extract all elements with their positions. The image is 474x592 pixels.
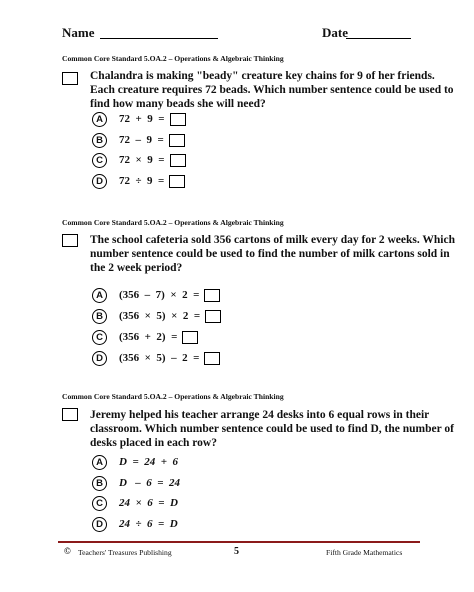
choice-expression: 24 ÷ 6 = D <box>119 518 178 530</box>
choice-expression: 72 + 9 = <box>119 113 165 125</box>
choice-letter: B <box>92 133 107 148</box>
choice-letter: C <box>92 153 107 168</box>
answer-box[interactable] <box>169 175 185 188</box>
q1-choice-d[interactable] <box>92 172 185 190</box>
choice-expression: D = 24 + 6 <box>119 456 178 468</box>
q2-choice-c[interactable] <box>92 328 198 346</box>
choice-letter: A <box>92 112 107 127</box>
choice-expression: (356 × 5) × 2 = <box>119 310 201 322</box>
q1-choice-a[interactable] <box>92 110 186 128</box>
q1-choice-c[interactable] <box>92 151 186 169</box>
answer-box[interactable] <box>170 113 186 126</box>
answer-box[interactable] <box>204 289 220 302</box>
page-number: 5 <box>234 546 239 557</box>
footer-divider <box>58 541 420 543</box>
q1-choice-b[interactable] <box>92 131 185 149</box>
q3-choice-a[interactable] <box>92 453 178 471</box>
choice-expression: 72 – 9 = <box>119 134 164 146</box>
q3-choice-b[interactable] <box>92 474 180 492</box>
date-field-line[interactable] <box>346 38 411 39</box>
question-2-text: The school cafeteria sold 356 cartons of milk every day for 2 weeks. Which number sentence could be used to find the number of milk cartons sold in the 2 week period? <box>90 234 455 274</box>
answer-box[interactable] <box>170 154 186 167</box>
name-label: Name <box>62 25 95 40</box>
choice-letter: C <box>92 496 107 511</box>
standard-label-2: Common Core Standard 5.OA.2 – Operations & Algebraic Thinking <box>62 218 284 227</box>
q2-choice-b[interactable] <box>92 307 221 325</box>
question-3-checkbox[interactable] <box>62 408 78 421</box>
date-label: Date <box>322 25 348 40</box>
question-1-checkbox[interactable] <box>62 72 78 85</box>
q2-choice-a[interactable] <box>92 286 220 304</box>
choice-expression: (356 – 7) × 2 = <box>119 289 200 301</box>
q2-choice-d[interactable] <box>92 349 220 367</box>
name-field-line[interactable] <box>100 38 218 39</box>
footer-subject: Fifth Grade Mathematics <box>326 548 403 557</box>
answer-box[interactable] <box>182 331 198 344</box>
choice-letter: D <box>92 174 107 189</box>
question-3-text: Jeremy helped his teacher arrange 24 desks into 6 equal rows in their classroom. Which number sentence could be used to find D, the number of desks placed in each row? <box>90 409 454 449</box>
choice-expression: D – 6 = 24 <box>119 477 180 489</box>
choice-letter: D <box>92 517 107 532</box>
q3-choice-c[interactable] <box>92 494 178 512</box>
choice-expression: (356 + 2) = <box>119 331 178 343</box>
answer-box[interactable] <box>204 352 220 365</box>
q3-choice-d[interactable] <box>92 515 178 533</box>
standard-label-3: Common Core Standard 5.OA.2 – Operations & Algebraic Thinking <box>62 392 284 401</box>
footer-publisher: Teachers' Treasures Publishing <box>78 548 172 557</box>
question-1-text: Chalandra is making "beady" creature key chains for 9 of her friends. Each creature requires 72 beads. Which number sentence could be used to find how many beads she will need? <box>90 70 454 110</box>
choice-letter: B <box>92 309 107 324</box>
answer-box[interactable] <box>205 310 221 323</box>
choice-expression: 72 × 9 = <box>119 154 165 166</box>
choice-letter: B <box>92 476 107 491</box>
choice-expression: 24 × 6 = D <box>119 497 178 509</box>
choice-expression: 72 ÷ 9 = <box>119 175 165 187</box>
choice-letter: A <box>92 288 107 303</box>
choice-letter: C <box>92 330 107 345</box>
answer-box[interactable] <box>169 134 185 147</box>
choice-letter: D <box>92 351 107 366</box>
copyright-icon: © <box>64 546 71 556</box>
standard-label-1: Common Core Standard 5.OA.2 – Operations & Algebraic Thinking <box>62 54 284 63</box>
choice-expression: (356 × 5) – 2 = <box>119 352 200 364</box>
question-2-checkbox[interactable] <box>62 234 78 247</box>
choice-letter: A <box>92 455 107 470</box>
